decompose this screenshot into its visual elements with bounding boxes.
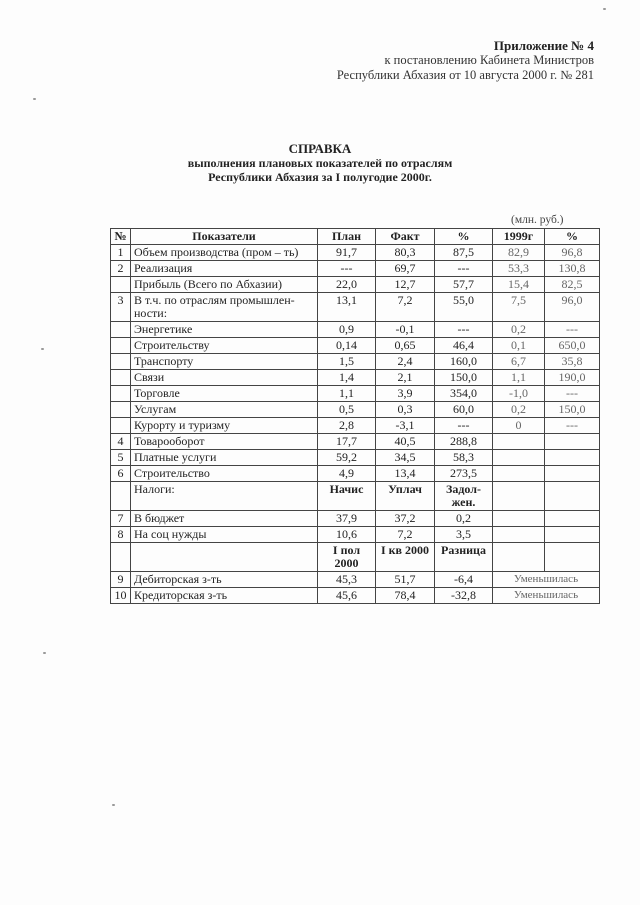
taxes-header-row (111, 482, 600, 511)
table-cell: 7,2 (376, 527, 435, 543)
col-header: План (318, 229, 376, 245)
table-cell: --- (435, 418, 493, 434)
table-cell: 5 (111, 450, 131, 466)
table-cell: 160,0 (435, 354, 493, 370)
table-cell (111, 386, 131, 402)
document-header (337, 38, 594, 83)
table-cell (111, 322, 131, 338)
table-cell (493, 482, 545, 511)
table-cell: Кредиторская з-ть (131, 588, 318, 604)
table-cell (545, 511, 600, 527)
table-cell: --- (435, 261, 493, 277)
table-cell: 10,6 (318, 527, 376, 543)
table-cell: Платные услуги (131, 450, 318, 466)
table-cell: Строительству (131, 338, 318, 354)
table-cell: 34,5 (376, 450, 435, 466)
table-row (111, 261, 600, 277)
table-cell (493, 527, 545, 543)
table-cell (493, 511, 545, 527)
table-cell: -1,0 (493, 386, 545, 402)
table-cell: Объем производства (пром – ть) (131, 245, 318, 261)
table-cell: 2,1 (376, 370, 435, 386)
table-cell: -6,4 (435, 572, 493, 588)
table-cell: 22,0 (318, 277, 376, 293)
table-cell: Уменьшилась (493, 572, 600, 588)
table-cell: 57,7 (435, 277, 493, 293)
table-cell: В бюджет (131, 511, 318, 527)
table-cell: --- (545, 322, 600, 338)
table-cell: 0,3 (376, 402, 435, 418)
table-cell: Разница (435, 543, 493, 572)
document-title (0, 142, 640, 184)
table-cell: -0,1 (376, 322, 435, 338)
table-row (111, 370, 600, 386)
table-cell: 13,4 (376, 466, 435, 482)
table-cell: 190,0 (545, 370, 600, 386)
table-cell: 69,7 (376, 261, 435, 277)
table-cell: 59,2 (318, 450, 376, 466)
table-cell (111, 354, 131, 370)
table-cell: 3 (111, 293, 131, 322)
scan-speck (33, 98, 36, 100)
table-cell: 3,9 (376, 386, 435, 402)
table-row (111, 293, 600, 322)
table-row (111, 418, 600, 434)
table-cell: Энергетике (131, 322, 318, 338)
table-cell (545, 434, 600, 450)
table-cell (131, 543, 318, 572)
scan-speck (603, 8, 606, 10)
table-cell: 82,5 (545, 277, 600, 293)
table-cell (493, 434, 545, 450)
table-cell: 15,4 (493, 277, 545, 293)
title-line-3: Республики Абхазия за I полугодие 2000г. (208, 170, 432, 184)
table-cell: 82,9 (493, 245, 545, 261)
col-header: 1999г (493, 229, 545, 245)
table-cell: 0,2 (493, 322, 545, 338)
table-cell (111, 277, 131, 293)
table-cell: Уплач (376, 482, 435, 511)
table-cell: 1 (111, 245, 131, 261)
table-row (111, 450, 600, 466)
table-cell: 91,7 (318, 245, 376, 261)
table-cell: Уменьшилась (493, 588, 600, 604)
table-cell: 45,6 (318, 588, 376, 604)
table-cell: 0,9 (318, 322, 376, 338)
table-cell: 80,3 (376, 245, 435, 261)
table-row (111, 277, 600, 293)
decree-line-2: Республики Абхазия от 10 августа 2000 г. № 281 (336, 68, 594, 82)
table-cell (545, 482, 600, 511)
table-cell: 1,5 (318, 354, 376, 370)
table-cell: 35,8 (545, 354, 600, 370)
table-cell: 0,14 (318, 338, 376, 354)
table-cell: 96,0 (545, 293, 600, 322)
table-cell: 78,4 (376, 588, 435, 604)
title-line-2: выполнения плановых показателей по отраслям (187, 156, 453, 170)
table-cell: 130,8 (545, 261, 600, 277)
table-cell: 8 (111, 527, 131, 543)
col-header: Факт (376, 229, 435, 245)
table-cell: -32,8 (435, 588, 493, 604)
table-cell (493, 543, 545, 572)
table-cell: 150,0 (545, 402, 600, 418)
table-cell: Транспорту (131, 354, 318, 370)
table-cell (111, 482, 131, 511)
table-cell: -3,1 (376, 418, 435, 434)
table-cell: 60,0 (435, 402, 493, 418)
debt-header-row (111, 543, 600, 572)
table-cell: 55,0 (435, 293, 493, 322)
table-cell: 51,7 (376, 572, 435, 588)
table-cell: 37,9 (318, 511, 376, 527)
table-cell: 53,3 (493, 261, 545, 277)
table-cell: 7,2 (376, 293, 435, 322)
table-cell (111, 370, 131, 386)
table-cell: В т.ч. по отраслям промышлен-ности: (131, 293, 318, 322)
table-row (111, 386, 600, 402)
table-cell: Задол-жен. (435, 482, 493, 511)
table-cell: Реализация (131, 261, 318, 277)
table-cell (545, 543, 600, 572)
table-cell: 1,4 (318, 370, 376, 386)
units-label: (млн. руб.) (511, 214, 564, 226)
indicators-table (110, 228, 600, 604)
table-cell: 4 (111, 434, 131, 450)
col-header: % (435, 229, 493, 245)
decree-line-1: к постановлению Кабинета Министров (384, 53, 594, 67)
table-cell: 150,0 (435, 370, 493, 386)
table-row (111, 322, 600, 338)
table-row (111, 572, 600, 588)
table-cell: 0,1 (493, 338, 545, 354)
table-cell (111, 338, 131, 354)
table-cell: 2 (111, 261, 131, 277)
table-row (111, 354, 600, 370)
table-cell: Начис (318, 482, 376, 511)
table-cell (493, 450, 545, 466)
table-cell: 87,5 (435, 245, 493, 261)
table-cell: 650,0 (545, 338, 600, 354)
table-cell: Дебиторская з-ть (131, 572, 318, 588)
table-cell: Налоги: (131, 482, 318, 511)
table-cell: 58,3 (435, 450, 493, 466)
table-cell: Строительство (131, 466, 318, 482)
table-cell: 4,9 (318, 466, 376, 482)
scan-speck (112, 804, 115, 806)
table-cell: 96,8 (545, 245, 600, 261)
table-cell: 6,7 (493, 354, 545, 370)
table-cell: 0,5 (318, 402, 376, 418)
table-cell: 0,2 (435, 511, 493, 527)
table-row (111, 245, 600, 261)
scan-speck (43, 652, 46, 654)
table-cell: 288,8 (435, 434, 493, 450)
table-cell: 9 (111, 572, 131, 588)
table-cell: 7,5 (493, 293, 545, 322)
table-cell: 46,4 (435, 338, 493, 354)
table-cell: 1,1 (493, 370, 545, 386)
table-cell: 0,2 (493, 402, 545, 418)
table-cell: Торговле (131, 386, 318, 402)
table-row (111, 527, 600, 543)
table-cell: 45,3 (318, 572, 376, 588)
table-cell: 354,0 (435, 386, 493, 402)
table-cell: 12,7 (376, 277, 435, 293)
table-cell (545, 450, 600, 466)
table-cell (111, 418, 131, 434)
table-cell (111, 543, 131, 572)
table-cell: 0 (493, 418, 545, 434)
table-cell (111, 402, 131, 418)
table-cell (493, 466, 545, 482)
table-cell: 3,5 (435, 527, 493, 543)
scan-speck (41, 348, 44, 350)
table-body (111, 245, 600, 604)
table-cell: --- (545, 418, 600, 434)
table-cell: --- (435, 322, 493, 338)
table-row (111, 402, 600, 418)
table-cell: 10 (111, 588, 131, 604)
table-row (111, 511, 600, 527)
table-cell: Прибыль (Всего по Абхазии) (131, 277, 318, 293)
col-header: № (111, 229, 131, 245)
table-cell: 37,2 (376, 511, 435, 527)
table-cell: --- (318, 261, 376, 277)
table-cell: 40,5 (376, 434, 435, 450)
table-cell: 0,65 (376, 338, 435, 354)
table-row (111, 588, 600, 604)
table-cell: Связи (131, 370, 318, 386)
col-header: Показатели (131, 229, 318, 245)
title-line-1: СПРАВКА (288, 141, 352, 156)
table-cell: Услугам (131, 402, 318, 418)
col-header: % (545, 229, 600, 245)
table-cell: 6 (111, 466, 131, 482)
table-cell: I кв 2000 (376, 543, 435, 572)
table-cell: 1,1 (318, 386, 376, 402)
table-cell (545, 527, 600, 543)
table-cell: 273,5 (435, 466, 493, 482)
table-cell: I пол 2000 (318, 543, 376, 572)
table-cell: 2,8 (318, 418, 376, 434)
table-cell: На соц нужды (131, 527, 318, 543)
table-cell: Товарооборот (131, 434, 318, 450)
table-cell: Курорту и туризму (131, 418, 318, 434)
table-cell (545, 466, 600, 482)
table-row (111, 434, 600, 450)
table-cell: 2,4 (376, 354, 435, 370)
table-row (111, 338, 600, 354)
table-cell: --- (545, 386, 600, 402)
table-header-row (111, 229, 600, 245)
appendix-label: Приложение № 4 (493, 38, 594, 53)
table-row (111, 466, 600, 482)
table-cell: 7 (111, 511, 131, 527)
table-cell: 17,7 (318, 434, 376, 450)
table-cell: 13,1 (318, 293, 376, 322)
